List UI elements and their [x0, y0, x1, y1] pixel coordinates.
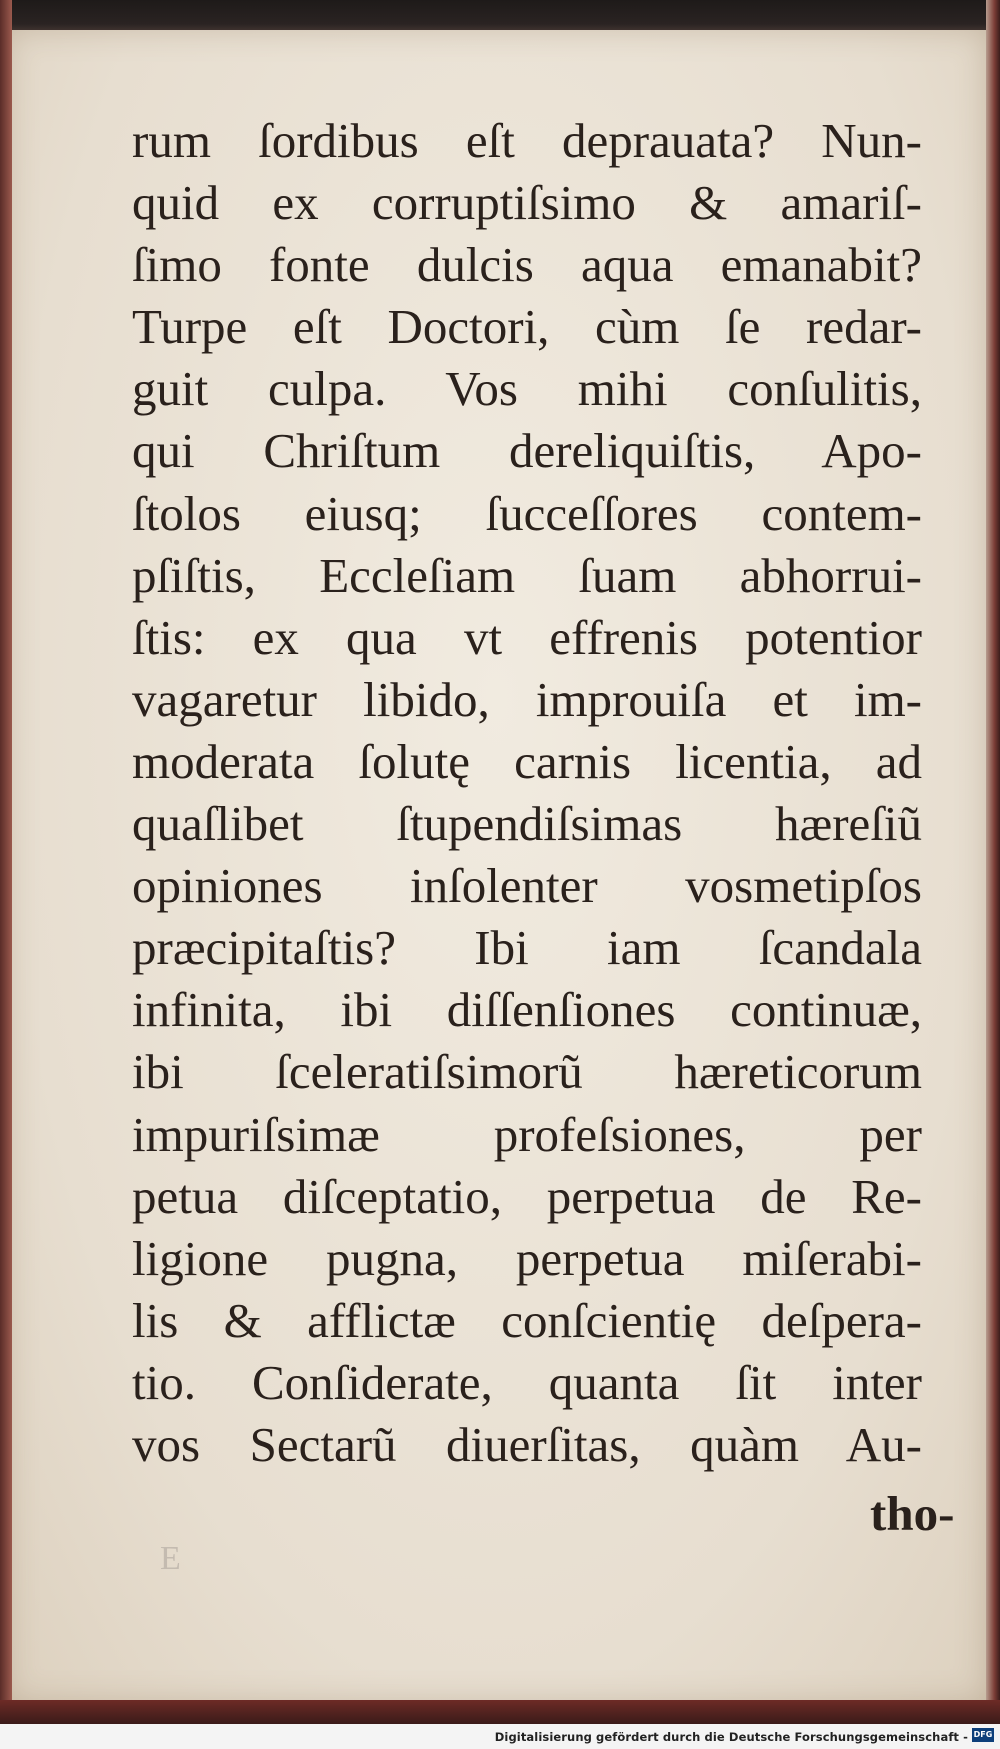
text-line: opiniones inſolenter vosmetipſos: [132, 858, 922, 914]
signature-mark: E: [160, 1540, 183, 1577]
catchword: tho-: [870, 1486, 955, 1541]
text-line: qui Chriſtum dereliquiſtis, Apo-: [132, 423, 922, 479]
book-left-edge: [0, 0, 12, 1700]
text-line: ſtis: ex qua vt effrenis potentior: [132, 609, 922, 665]
dfg-logo-icon: DFG: [972, 1728, 994, 1742]
text-line: impuriſsimæ profeſsiones, per: [132, 1106, 922, 1162]
text-line: quaſlibet ſtupendiſsimas hæreſiũ: [132, 796, 922, 852]
text-line: lis & afflictæ conſcientię deſpera-: [132, 1292, 922, 1348]
text-line: pſiſtis, Eccleſiam ſuam abhorrui-: [132, 547, 922, 603]
digitization-credit: Digitalisierung gefördert durch die Deutsche Forschungsgemeinschaft -: [494, 1730, 968, 1744]
text-line: moderata ſolutę carnis licentia, ad: [132, 733, 922, 789]
text-line: Turpe eſt Doctori, cùm ſe redar-: [132, 299, 922, 355]
book-top-edge: [0, 0, 1000, 34]
text-line: ſtolos eiusq; ſucceſſores contem-: [132, 485, 922, 541]
text-line: rum ſordibus eſt deprauata? Nun-: [132, 113, 922, 168]
text-line: guit culpa. Vos mihi conſulitis,: [132, 361, 922, 417]
text-line: vos Sectarũ diuerſitas, quàm Au-: [132, 1416, 922, 1472]
page-text: [132, 110, 922, 1476]
text-line: præcipitaſtis? Ibi iam ſcandala: [132, 920, 922, 976]
book-bottom-edge: [0, 1700, 1000, 1724]
text-line: ligione pugna, perpetua miſerabi-: [132, 1230, 922, 1286]
text-line: tio. Conſiderate, quanta ſit inter: [132, 1354, 922, 1410]
text-line: ſimo fonte dulcis aqua emanabit?: [132, 237, 922, 293]
text-line: petua diſceptatio, perpetua de Re-: [132, 1168, 922, 1224]
text-line: infinita, ibi diſſenſiones continuæ,: [132, 982, 922, 1038]
text-line: quid ex corruptiſsimo & amariſ-: [132, 175, 922, 231]
text-line: vagaretur libido, improuiſa et im-: [132, 671, 922, 727]
book-right-edge: [986, 0, 1000, 1700]
text-line: ibi ſceleratiſsimorũ hæreticorum: [132, 1044, 922, 1100]
